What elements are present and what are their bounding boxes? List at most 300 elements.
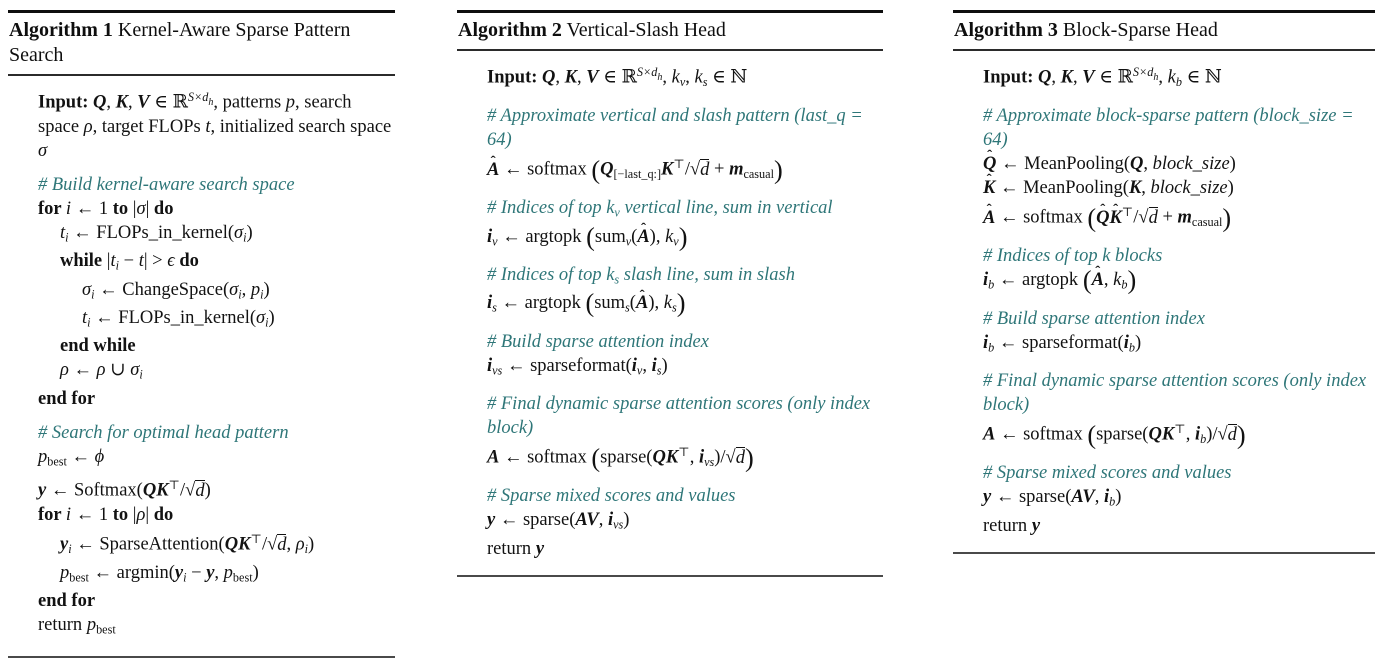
math-token: casual	[743, 167, 774, 182]
math-token: ),	[649, 226, 666, 247]
comment-line	[487, 330, 881, 354]
math-token: −	[186, 563, 207, 584]
math-token: i	[260, 287, 264, 302]
math-token: ⊤	[673, 157, 685, 172]
math-token: ← sparse(	[991, 487, 1072, 508]
math-token: ←	[66, 446, 95, 467]
math-token: A	[1071, 487, 1083, 508]
math-token: K	[1161, 424, 1175, 445]
math-token: ← SparseAttention(	[71, 534, 225, 555]
math-token: ,	[127, 92, 138, 113]
math-token: to	[112, 504, 129, 525]
math-token: b	[988, 340, 995, 355]
math-token: v	[625, 234, 632, 249]
pseudocode-line	[487, 152, 881, 186]
math-token: s	[614, 272, 620, 287]
math-token: # Indices of top	[983, 246, 1103, 267]
math-token: |	[128, 504, 137, 525]
math-token: K	[564, 67, 577, 88]
math-token: h	[208, 96, 214, 108]
math-token: ⊤	[1174, 422, 1186, 437]
pseudocode-line	[38, 613, 393, 641]
math-token: V	[137, 92, 150, 113]
math-token	[1132, 65, 1159, 83]
math-token: i	[607, 510, 614, 531]
math-token: i	[1194, 424, 1201, 445]
pseudocode-line	[60, 561, 393, 589]
math-token: S×d	[1132, 65, 1154, 79]
math-token: (	[591, 155, 601, 185]
math-token: |	[106, 251, 111, 272]
math-token: /√	[1133, 207, 1149, 228]
math-token: K	[1060, 67, 1073, 88]
algorithm-2-label: Algorithm 2	[458, 19, 562, 41]
math-token: , search space	[38, 92, 352, 137]
comment-line	[983, 307, 1373, 331]
pseudocode-line	[38, 589, 393, 613]
math-token: block_size	[1152, 154, 1230, 175]
math-token: p	[38, 446, 48, 467]
algorithm-3-name: Block-Sparse Head	[1057, 19, 1218, 41]
math-token: block_size	[1150, 178, 1228, 199]
pseudocode-line	[983, 514, 1373, 538]
math-token: i	[183, 570, 187, 585]
math-token: A	[983, 424, 996, 445]
math-token: A ˆ	[637, 225, 649, 249]
math-token: i	[265, 315, 269, 330]
math-token: (	[1087, 203, 1097, 233]
math-token: )	[744, 443, 754, 473]
math-token: ← MeanPooling(	[996, 154, 1130, 175]
math-token: +	[1157, 207, 1178, 228]
math-token: d	[735, 447, 745, 468]
math-token: return	[487, 538, 536, 559]
math-token: ← softmax	[995, 207, 1088, 228]
math-token: end while	[60, 336, 136, 357]
math-token: )	[1134, 332, 1142, 353]
math-token: best	[47, 454, 67, 469]
math-token: # Sparse mixed scores and values	[983, 463, 1232, 484]
math-token: t	[138, 251, 144, 272]
math-token: i	[68, 542, 72, 557]
math-token: v	[679, 75, 686, 90]
math-token: )	[1222, 203, 1232, 233]
math-token: ← argtopk	[496, 293, 586, 314]
comment-line	[487, 196, 881, 224]
math-token: )	[308, 534, 315, 555]
math-token: h	[1153, 71, 1159, 83]
math-token: K	[665, 447, 679, 468]
math-token: ,	[662, 67, 672, 88]
pseudocode-line	[38, 387, 393, 411]
math-token: σ	[38, 140, 48, 161]
math-token: ,	[214, 563, 224, 584]
math-token: V	[1082, 487, 1095, 508]
pseudocode-line	[487, 222, 881, 253]
math-token: t	[60, 222, 66, 243]
input-line	[38, 85, 393, 163]
math-token: Q ˆ	[1096, 206, 1109, 230]
math-token: casual	[1191, 215, 1223, 230]
math-token: i	[487, 226, 493, 247]
math-token: )	[268, 308, 275, 329]
comment-line	[38, 421, 393, 445]
comment-line	[983, 461, 1373, 485]
math-token: i	[115, 258, 120, 273]
math-token: best	[232, 570, 253, 585]
math-token: K	[1128, 178, 1142, 199]
math-token: d	[700, 159, 710, 180]
math-token: σ	[136, 198, 146, 219]
math-token	[636, 65, 663, 83]
math-token: d	[1148, 207, 1158, 228]
input-line	[487, 60, 881, 94]
pseudocode-line	[38, 473, 393, 503]
math-token: # Indices of top	[487, 198, 607, 219]
math-token: i	[651, 355, 657, 376]
math-token: i	[487, 293, 493, 314]
math-token: ∈ ℕ	[1181, 67, 1222, 88]
math-token: end for	[38, 591, 96, 612]
pseudocode-line	[82, 278, 393, 306]
math-token: p	[60, 563, 70, 584]
algorithm-2-title	[457, 13, 883, 51]
pseudocode-line	[983, 176, 1373, 200]
math-token: ,	[1141, 178, 1151, 199]
math-token: ∈ ℝ	[1094, 67, 1133, 88]
math-token: k	[694, 67, 703, 88]
math-token: )	[246, 222, 253, 243]
math-token: # Build sparse attention index	[983, 308, 1205, 329]
math-token: σ	[82, 279, 92, 300]
pseudocode-line	[487, 354, 881, 382]
math-token: i	[65, 198, 72, 219]
math-token: σ	[256, 308, 266, 329]
pseudocode-line	[487, 440, 881, 474]
pseudocode-line	[38, 503, 393, 527]
math-token: |	[128, 198, 137, 219]
algorithm-1-name: Kernel-Aware Sparse Pattern Search	[9, 19, 351, 66]
math-token: s	[702, 75, 708, 90]
math-token: ,	[1185, 424, 1195, 445]
math-token: A ˆ	[636, 291, 648, 315]
math-token: y	[983, 487, 992, 508]
math-token: for	[38, 504, 66, 525]
math-token: ← argtopk	[994, 270, 1083, 291]
pseudocode-line	[60, 249, 393, 277]
math-token: # Search for optimal head pattern	[38, 422, 289, 443]
math-token: +	[709, 159, 730, 180]
math-token: σ	[234, 222, 244, 243]
math-token: −	[119, 251, 139, 272]
comment-line	[487, 104, 881, 152]
algorithm-1-label: Algorithm 1	[9, 19, 113, 41]
math-token: ← sparseformat(	[994, 332, 1124, 353]
pseudocode-line	[38, 197, 393, 221]
math-token: ,	[1103, 270, 1114, 291]
math-token: Input:	[38, 92, 94, 113]
math-token: s	[492, 300, 497, 315]
algorithm-3-panel	[953, 10, 1375, 554]
math-token: ,	[598, 510, 608, 531]
math-token: i	[139, 367, 143, 382]
math-token: vs	[613, 517, 624, 532]
math-token: /√	[261, 534, 278, 555]
math-token: m	[1177, 207, 1192, 228]
math-token: ← softmax	[499, 159, 592, 180]
math-token: ∈ ℝ	[149, 92, 188, 113]
math-token: return	[38, 615, 87, 636]
math-token: Q	[93, 92, 107, 113]
math-token: k	[671, 67, 680, 88]
math-token: d	[277, 534, 287, 555]
math-token: ← ChangeSpace(	[94, 279, 230, 300]
math-token: ,	[1094, 487, 1104, 508]
math-token: y	[1031, 515, 1041, 536]
math-token: ,	[555, 67, 565, 88]
math-token: ← FLOPs_in_kernel(	[90, 308, 256, 329]
algorithm-3-label: Algorithm 3	[954, 19, 1058, 41]
math-token: do	[153, 504, 174, 525]
math-token: ϕ	[94, 446, 105, 467]
math-token: )	[773, 155, 783, 185]
math-token: vertical line, sum in vertical	[619, 198, 833, 219]
math-token: s	[656, 363, 662, 378]
math-token: S×d	[636, 65, 658, 79]
math-token: k	[1113, 270, 1122, 291]
math-token: end for	[38, 388, 96, 409]
math-token: i	[1123, 332, 1129, 353]
math-token: ρ	[83, 116, 93, 137]
math-token: ,	[689, 447, 699, 468]
math-token: # Final dynamic sparse attention scores (only index block)	[487, 394, 871, 439]
math-token: t	[110, 251, 116, 272]
math-token: p	[250, 279, 261, 300]
math-token: k	[1167, 67, 1176, 88]
pseudocode-line	[487, 291, 881, 319]
math-token: ρ	[136, 504, 146, 525]
pseudocode-line	[983, 265, 1373, 296]
math-token: y	[487, 510, 496, 531]
math-token: do	[179, 251, 199, 272]
math-token: t	[205, 116, 211, 137]
math-token: K	[661, 159, 674, 180]
math-token: ,	[576, 67, 587, 88]
math-token: (	[631, 226, 638, 247]
math-token: d	[195, 480, 205, 501]
math-token: ,	[1143, 154, 1153, 175]
math-token: ⊤	[168, 478, 181, 493]
math-token: y	[38, 480, 47, 501]
math-token: (	[591, 443, 601, 473]
math-token: ∈ ℕ	[707, 67, 748, 88]
math-token: ϵ	[167, 251, 175, 272]
algorithm-1-body	[8, 76, 395, 658]
math-token: ⊤	[1121, 205, 1134, 220]
math-token: p	[285, 92, 296, 113]
math-token: )	[204, 480, 211, 501]
pseudocode-line	[983, 331, 1373, 359]
input-line	[983, 60, 1373, 94]
pseudocode-line	[60, 334, 393, 358]
algorithm-2-name: Vertical-Slash Head	[561, 19, 726, 41]
math-token: )	[1229, 154, 1236, 175]
math-token: s	[625, 300, 630, 315]
math-token: ,	[642, 355, 652, 376]
math-token: sum	[594, 226, 626, 247]
math-token: blocks	[1110, 246, 1163, 267]
math-token: b	[1200, 432, 1207, 447]
math-token: # Approximate block-sparse pattern (block_size = 64)	[983, 106, 1354, 151]
math-token: ⊤	[678, 445, 690, 460]
math-token: for	[38, 198, 66, 219]
math-token: best	[69, 570, 89, 585]
math-token: while	[60, 251, 107, 272]
math-token: do	[153, 198, 174, 219]
math-token: K	[115, 92, 128, 113]
math-token: i	[983, 270, 989, 291]
comment-line	[487, 263, 881, 291]
math-token: i	[87, 315, 91, 330]
math-token: Q	[1148, 424, 1162, 445]
math-token: ← argtopk	[497, 226, 587, 247]
math-token: /√	[180, 480, 196, 501]
math-token: )/√	[714, 447, 736, 468]
math-token: (	[585, 289, 595, 319]
math-token: Q ˆ	[983, 152, 996, 176]
pseudocode-line	[60, 221, 393, 249]
math-token: # Indices of top	[487, 265, 607, 286]
math-token: A	[575, 510, 587, 531]
math-token: v	[492, 234, 498, 249]
math-token: ),	[648, 293, 664, 314]
math-token: y	[535, 538, 545, 559]
math-token: i	[243, 230, 247, 245]
math-token: , initialized search space	[210, 116, 392, 137]
math-token: (	[1082, 265, 1092, 295]
pseudocode-line	[983, 417, 1373, 451]
math-token: i	[91, 287, 95, 302]
math-token: ,	[241, 279, 251, 300]
math-token: ,	[106, 92, 116, 113]
math-token: ∈ ℝ	[598, 67, 637, 88]
math-token: ,	[1158, 67, 1168, 88]
math-token: b	[1128, 340, 1135, 355]
math-token: (	[1087, 420, 1097, 450]
math-token: ,	[1051, 67, 1061, 88]
math-token: i	[487, 355, 493, 376]
math-token: Q	[224, 534, 239, 555]
math-token: y	[206, 563, 215, 584]
math-token: i	[983, 332, 989, 353]
math-token: ← Softmax(	[46, 480, 143, 501]
math-token: best	[96, 622, 116, 637]
math-token: b	[988, 277, 995, 292]
math-token: Q	[600, 159, 614, 180]
math-token: k	[606, 265, 615, 286]
math-token: )	[676, 289, 686, 319]
math-token: i	[65, 230, 69, 245]
math-token: | >	[143, 251, 168, 272]
math-token: K ˆ	[1109, 206, 1121, 230]
math-token: ← softmax	[499, 447, 592, 468]
math-token: ← 1	[71, 198, 113, 219]
math-token: K	[238, 534, 251, 555]
math-token: k	[665, 226, 674, 247]
math-token: p	[86, 615, 97, 636]
math-token: i	[698, 447, 705, 468]
algorithm-2-body	[457, 51, 883, 577]
pseudocode-line	[487, 537, 881, 561]
math-token: t	[82, 308, 88, 329]
math-token: Q	[1129, 154, 1144, 175]
math-token: S×d	[187, 90, 209, 104]
math-token: )	[1127, 265, 1137, 295]
comment-line	[487, 484, 881, 508]
math-token: )	[1115, 487, 1122, 508]
algorithm-3-body	[953, 51, 1375, 554]
math-token: ∪	[105, 360, 131, 381]
math-token: )	[623, 510, 630, 531]
math-token: ← MeanPooling(	[995, 178, 1129, 199]
algorithm-1-title	[8, 13, 395, 76]
math-token: ,	[286, 534, 296, 555]
math-token: ← argmin(	[88, 563, 175, 584]
math-token: A ˆ	[487, 158, 499, 182]
math-token: K ˆ	[983, 176, 995, 200]
algorithm-1-panel	[8, 10, 395, 658]
math-token: ← 1	[71, 504, 113, 525]
math-token: ρ	[96, 360, 106, 381]
math-token: i	[1103, 487, 1110, 508]
math-token: A ˆ	[1092, 268, 1104, 292]
math-token: Input:	[487, 67, 543, 88]
math-token: # Build sparse attention index	[487, 331, 709, 352]
math-token: )	[1227, 178, 1234, 199]
math-token: Q	[142, 480, 157, 501]
pseudocode-line	[983, 200, 1373, 234]
math-token: V	[586, 510, 599, 531]
math-token: ρ	[60, 360, 69, 381]
math-token: ρ	[295, 534, 305, 555]
math-token: A	[487, 447, 500, 468]
math-token: )	[661, 355, 668, 376]
comment-line	[983, 104, 1373, 152]
pseudocode-line	[983, 152, 1373, 176]
math-token: m	[729, 159, 744, 180]
math-token: )	[263, 279, 270, 300]
math-token: |	[145, 504, 154, 525]
math-token: return	[983, 515, 1032, 536]
algorithm-3-title	[953, 13, 1375, 51]
math-token: # Build kernel-aware search space	[38, 174, 295, 195]
math-token: k	[606, 198, 615, 219]
math-token: ,	[685, 67, 695, 88]
math-token: sum	[594, 293, 626, 314]
math-token: b	[1121, 277, 1128, 292]
math-token: vs	[704, 455, 715, 470]
math-token: Q	[1038, 67, 1052, 88]
math-token: p	[223, 563, 233, 584]
math-token: b	[1109, 494, 1116, 509]
math-token: , target FLOPs	[92, 116, 206, 137]
math-token: σ	[130, 360, 140, 381]
math-token: s	[671, 300, 677, 315]
math-token: k	[1102, 246, 1111, 267]
math-token: ← softmax	[995, 424, 1088, 445]
math-token: (	[586, 222, 595, 252]
math-token: y	[174, 563, 184, 584]
